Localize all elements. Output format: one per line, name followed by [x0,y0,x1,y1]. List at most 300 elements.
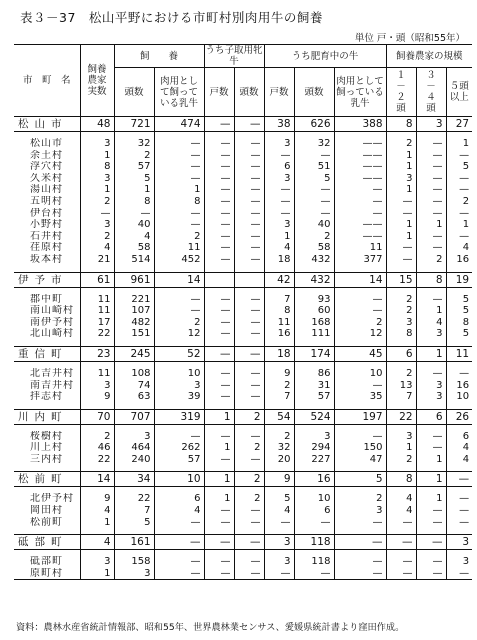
value-cell: 1 [386,219,416,231]
value-cell: 12 [154,328,204,340]
value-cell: 1 [446,219,472,231]
value-cell: 482 [114,317,154,329]
value-cell: 11 [80,368,114,380]
value-cell: 2 [80,231,114,243]
value-cell: — [416,556,446,568]
value-cell: 961 [114,272,154,287]
value-cell: — [204,138,234,150]
value-cell: 5 [114,517,154,529]
name-cell: 重信町 [14,346,80,361]
value-cell: — [234,242,264,254]
value-cell: 2 [416,254,446,266]
value-cell: 1 [204,493,234,505]
name-cell: 久米村 [30,172,63,184]
value-cell: 1 [204,472,234,487]
value-cell: 464 [114,442,154,454]
value-cell: — [234,346,264,361]
value-cell: 6 [446,431,472,443]
value-cell: 1 [386,442,416,454]
value-cell: — [386,208,416,220]
village-row [14,138,472,150]
value-cell: — [234,150,264,162]
value-cell: 197 [334,409,386,424]
value-cell: 227 [294,454,334,466]
value-cell: — [446,505,472,517]
value-cell: — [334,184,386,196]
value-cell: 3 [154,380,204,392]
value-cell: — [154,173,204,185]
value-cell: — [294,568,334,580]
value-cell: — [446,173,472,185]
village-row [14,294,472,306]
value-cell: —— [334,231,386,243]
value-cell: 474 [154,117,204,132]
value-cell: 158 [114,556,154,568]
value-cell: — [386,556,416,568]
village-row [14,431,472,443]
value-cell: — [154,294,204,306]
value-cell: 32 [294,138,334,150]
value-cell: 10 [154,368,204,380]
name-cell: 三内村 [30,453,63,465]
value-cell: 3 [264,556,294,568]
name-cell: 湯山村 [30,184,63,196]
value-cell: 14 [154,272,204,287]
value-cell: 8 [80,161,114,173]
name-cell: 原町村 [14,568,80,580]
value-cell: 2 [234,409,264,424]
value-cell: — [204,117,234,132]
value-cell: 32 [114,138,154,150]
village-row [14,196,472,208]
value-cell: 8 [264,305,294,317]
value-cell: 4 [446,242,472,254]
value-cell: 2 [114,150,154,162]
value-cell: 63 [114,391,154,403]
value-cell: — [416,208,446,220]
value-cell: 7 [114,505,154,517]
value-cell: — [234,161,264,173]
municipality-row [14,346,472,361]
value-cell: 6 [386,346,416,361]
value-cell: — [386,242,416,254]
value-cell: 16 [446,254,472,266]
value-cell: — [204,505,234,517]
value-cell: 26 [446,409,472,424]
value-cell: 626 [294,117,334,132]
value-cell: 11 [264,317,294,329]
header-farms: 飼養農家実数 [80,45,114,117]
value-cell: — [234,219,264,231]
value-cell: 1 [446,138,472,150]
value-cell: 4 [80,505,114,517]
value-cell: 1 [114,184,154,196]
value-cell: 20 [264,454,294,466]
value-cell: 1 [80,184,114,196]
name-cell: 五明村 [30,195,63,207]
value-cell: — [234,517,264,529]
name-cell: 砥部町 [30,556,63,568]
source-note: 資料：農林水産省統計情報部、昭和55年、世界農林業センサス、愛媛県統計書より窪田作成。 [16,622,405,633]
value-cell: 2 [264,431,294,443]
name-cell: 浮穴村 [30,161,63,173]
value-cell: 2 [80,431,114,443]
value-cell: — [446,472,472,487]
value-cell: — [234,535,264,550]
value-cell: — [234,173,264,185]
value-cell: 6 [416,409,446,424]
value-cell: — [294,150,334,162]
header-calf-group: うち子取用牝牛 [205,45,263,67]
value-cell: 524 [294,409,334,424]
value-cell: — [334,556,386,568]
value-cell: — [80,208,114,220]
name-cell: 北吉井村 [30,367,74,379]
value-cell: 4 [446,442,472,454]
value-cell: 1 [264,231,294,243]
value-cell: 118 [294,556,334,568]
value-cell: 2 [386,368,416,380]
value-cell: — [234,138,264,150]
name-cell: 南山崎村 [30,305,74,317]
value-cell: 1 [416,219,446,231]
value-cell: 319 [154,409,204,424]
value-cell: 150 [334,442,386,454]
value-cell: 4 [154,505,204,517]
value-cell: 2 [154,317,204,329]
value-cell: 3 [80,138,114,150]
value-cell: — [416,196,446,208]
value-cell: — [416,517,446,529]
value-cell: — [416,368,446,380]
value-cell: — [334,431,386,443]
value-cell: — [416,242,446,254]
municipality-row [14,117,472,132]
village-row [14,317,472,329]
value-cell: 8 [386,117,416,132]
value-cell: —— [334,219,386,231]
value-cell: — [204,454,234,466]
value-cell: 107 [114,305,154,317]
value-cell: 16 [294,472,334,487]
value-cell: — [264,196,294,208]
value-cell: 262 [154,442,204,454]
value-cell: — [386,196,416,208]
value-cell: — [204,161,234,173]
value-cell: 86 [294,368,334,380]
value-cell: — [204,150,234,162]
value-cell: 2 [234,493,264,505]
value-cell: 5 [446,161,472,173]
value-cell: 1 [154,184,204,196]
value-cell: 3 [114,431,154,443]
value-cell: — [416,505,446,517]
value-cell: 3 [80,173,114,185]
value-cell: 58 [294,242,334,254]
value-cell: 45 [334,346,386,361]
value-cell: 3 [264,173,294,185]
value-cell: 1 [204,409,234,424]
name-cell: 岡田村 [30,505,63,517]
name-cell: 砥部町 [14,535,80,550]
village-row [14,368,472,380]
header-livestock-group: 飼 養 [114,45,204,68]
value-cell: 3 [446,535,472,550]
value-cell: — [204,173,234,185]
value-cell: 5 [446,305,472,317]
header-dairy-heads: 肉用として飼っている乳牛 [154,68,204,117]
value-cell: — [294,517,334,529]
value-cell: — [294,196,334,208]
village-row [14,242,472,254]
value-cell: 168 [294,317,334,329]
value-cell: — [446,208,472,220]
value-cell: 11 [80,305,114,317]
value-cell: 74 [114,380,154,392]
value-cell: 1 [416,454,446,466]
value-cell: — [234,117,264,132]
value-cell: — [334,568,386,580]
value-cell: 23 [80,346,114,361]
value-cell: — [204,556,234,568]
village-row [14,568,472,580]
header-calf-households: 戸数 [204,68,234,117]
value-cell: 16 [264,328,294,340]
header-calf-heads: 頭数 [234,68,264,117]
value-cell: 22 [386,409,416,424]
value-cell: 17 [80,317,114,329]
value-cell: 2 [386,138,416,150]
value-cell: 5 [294,173,334,185]
value-cell [234,272,264,287]
value-cell: — [234,431,264,443]
value-cell: 1 [416,346,446,361]
value-cell: — [154,305,204,317]
value-cell: 5 [334,472,386,487]
village-row [14,150,472,162]
value-cell: 3 [80,556,114,568]
value-cell: 2 [446,196,472,208]
value-cell: — [204,219,234,231]
header-scale-group: 飼養農家の規模 [386,45,472,68]
value-cell: 2 [294,231,334,243]
value-cell: 4 [264,505,294,517]
value-cell: 11 [446,346,472,361]
village-row [14,208,472,220]
value-cell: — [386,254,416,266]
value-cell: 3 [294,431,334,443]
value-cell: 11 [334,242,386,254]
value-cell: — [234,294,264,306]
name-cell: 荏原村 [30,242,63,254]
name-cell: 松前町 [14,472,80,487]
value-cell: 3 [416,328,446,340]
value-cell: 27 [446,117,472,132]
value-cell: — [234,231,264,243]
value-cell: 3 [264,138,294,150]
value-cell: — [416,184,446,196]
value-cell: 11 [80,294,114,306]
header-heads: 頭数 [114,68,154,117]
value-cell: — [234,391,264,403]
value-cell: — [204,254,234,266]
value-cell: — [386,568,416,580]
value-cell: 3 [416,380,446,392]
value-cell: 1 [386,150,416,162]
value-cell: 1 [386,184,416,196]
value-cell: — [446,184,472,196]
value-cell: — [204,568,234,580]
value-cell: 5 [264,493,294,505]
village-row [14,442,472,454]
value-cell: 10 [294,493,334,505]
value-cell: — [386,535,416,550]
value-cell: 9 [80,493,114,505]
value-cell: 2 [386,305,416,317]
value-cell: — [264,150,294,162]
value-cell: 8 [154,196,204,208]
value-cell: — [234,568,264,580]
value-cell: — [234,454,264,466]
value-cell: 8 [386,472,416,487]
value-cell: 14 [80,472,114,487]
value-cell: 4 [416,317,446,329]
value-cell: 161 [114,535,154,550]
value-cell: — [446,231,472,243]
value-cell: — [204,317,234,329]
value-cell: 10 [334,368,386,380]
value-cell: 13 [386,380,416,392]
value-cell: 2 [234,442,264,454]
value-cell: — [234,254,264,266]
header-municipality: 市 町 名 [14,45,80,117]
village-row [14,184,472,196]
value-cell: — [154,431,204,443]
name-cell: 松山市 [14,117,80,132]
value-cell: 294 [294,442,334,454]
value-cell: 2 [264,380,294,392]
value-cell: 1 [416,493,446,505]
village-row [14,328,472,340]
value-cell: 3 [334,505,386,517]
value-cell: — [446,517,472,529]
value-cell: 14 [334,272,386,287]
value-cell: 8 [446,317,472,329]
value-cell: 61 [80,272,114,287]
value-cell: —— [334,150,386,162]
value-cell: 2 [386,294,416,306]
value-cell: 22 [80,454,114,466]
value-cell: 57 [294,391,334,403]
value-cell: 2 [334,493,386,505]
value-cell: 4 [114,231,154,243]
value-cell: 35 [334,391,386,403]
value-cell: — [204,305,234,317]
value-cell: 15 [386,272,416,287]
value-cell: 2 [154,231,204,243]
value-cell: 3 [264,535,294,550]
village-row [14,380,472,392]
name-cell: 川内町 [14,409,80,424]
value-cell: 432 [294,254,334,266]
value-cell: — [416,294,446,306]
value-cell: 4 [386,505,416,517]
header-scale-5plus: ５頭以上 [446,68,472,117]
value-cell: 151 [114,328,154,340]
village-row [14,517,472,529]
value-cell: 8 [114,196,154,208]
value-cell: 2 [334,317,386,329]
value-cell: — [154,138,204,150]
value-cell: — [416,568,446,580]
value-cell: 7 [264,294,294,306]
name-cell: 南吉井村 [30,379,74,391]
value-cell: 1 [80,568,114,580]
village-row [14,391,472,403]
value-cell: 3 [416,391,446,403]
value-cell: 6 [264,161,294,173]
value-cell: 31 [294,380,334,392]
value-cell: 38 [264,117,294,132]
value-cell: 57 [114,161,154,173]
value-cell: 3 [114,568,154,580]
value-cell: 40 [294,219,334,231]
value-cell: 6 [154,493,204,505]
name-cell: 石井村 [30,230,63,242]
value-cell: 9 [264,472,294,487]
value-cell: 8 [386,328,416,340]
value-cell: — [294,184,334,196]
value-cell: 3 [80,380,114,392]
municipality-row [14,472,472,487]
value-cell: 7 [264,391,294,403]
village-row [14,305,472,317]
value-cell: — [386,517,416,529]
value-cell: 19 [446,272,472,287]
value-cell: 452 [154,254,204,266]
value-cell: 1 [80,517,114,529]
name-cell: 坂本村 [30,253,63,265]
value-cell: — [234,208,264,220]
value-cell: 245 [114,346,154,361]
value-cell: 2 [80,196,114,208]
value-cell: 16 [446,380,472,392]
value-cell: — [204,328,234,340]
value-cell: — [416,231,446,243]
value-cell: — [154,161,204,173]
value-cell: 18 [264,346,294,361]
value-cell: — [264,208,294,220]
value-cell: 32 [264,442,294,454]
header-scale-1-2: １－２頭 [386,68,416,117]
header-fatten-dairy: 肉用として飼っている乳牛 [334,68,386,117]
value-cell: — [234,196,264,208]
value-cell: — [204,391,234,403]
value-cell: 4 [80,535,114,550]
value-cell: 3 [416,117,446,132]
value-cell: 1 [386,161,416,173]
value-cell: 2 [234,472,264,487]
value-cell: 3 [446,556,472,568]
value-cell: 70 [80,409,114,424]
value-cell [204,272,234,287]
value-cell: 514 [114,254,154,266]
value-cell: 46 [80,442,114,454]
value-cell: — [334,196,386,208]
value-cell: 9 [80,391,114,403]
value-cell: — [154,535,204,550]
value-cell: 34 [114,472,154,487]
